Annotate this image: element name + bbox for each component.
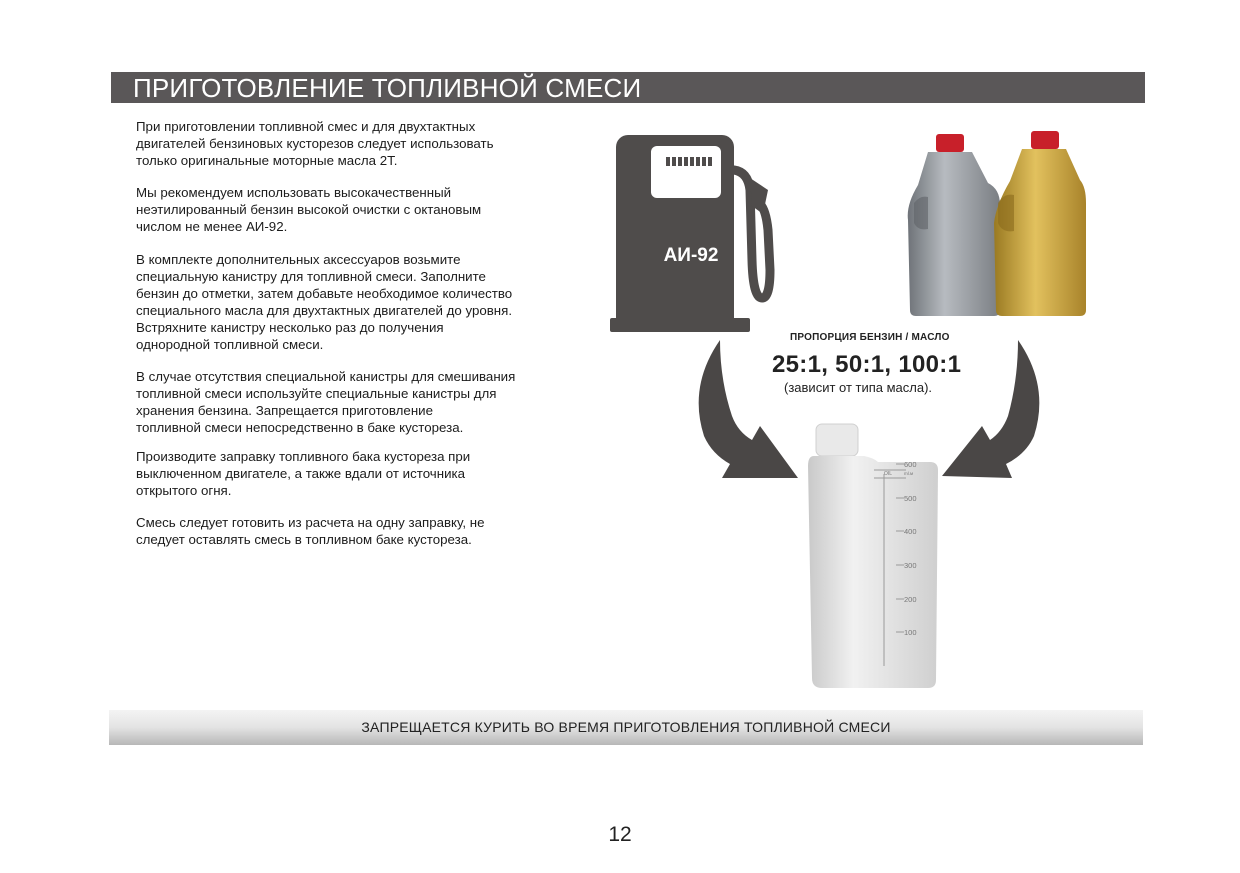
pump-label: АИ-92 bbox=[663, 245, 719, 266]
canister-mark-400: 400 bbox=[904, 527, 917, 536]
canister-mark-100: 100 bbox=[904, 628, 917, 637]
warning-bar bbox=[109, 710, 1143, 745]
paragraph-fuel-recommendation: Мы рекомендуем использовать высокачественный неэтилированный бензин высокой очистки с октановым числом не менее АИ-92. bbox=[136, 185, 482, 234]
canister-mark-600: 600 bbox=[904, 460, 917, 469]
canister-ml-label: ml.м bbox=[904, 471, 914, 476]
right-arrow-icon bbox=[940, 336, 1060, 486]
paragraph-oil-requirement: При приготовлении топливной смес и для двухтактных двигателей бензиновых кусторезов следует использовать только оригинальные моторные масла 2Т. bbox=[136, 119, 494, 168]
oil-bottles-image bbox=[900, 125, 1095, 325]
canister-mark-500: 500 bbox=[904, 494, 917, 503]
paragraph-mixing-procedure: В комплекте дополнительных аксессуаров возьмите специальную канистру для топливной смеси. Заполните бензин до отметки, затем добавьте необходимое количество специального масла для двухтактных двигателей до уровня. Встряхните канистру несколько раз до получения однородной топливной смеси. bbox=[136, 252, 513, 352]
proportion-note: (зависит от типа масла). bbox=[784, 380, 933, 395]
canister-oil-label: OIL bbox=[884, 471, 893, 477]
mixing-canister-image bbox=[800, 418, 940, 690]
page-number: 12 bbox=[608, 823, 632, 846]
paragraph-refuel-safety: Производите заправку топливного бака кустореза при выключенном двигателе, а также вдали от источника открытого огня. bbox=[136, 449, 471, 498]
left-arrow-icon bbox=[690, 336, 810, 486]
canister-mark-200: 200 bbox=[904, 595, 917, 604]
proportion-value: 25:1, 50:1, 100:1 bbox=[772, 351, 962, 378]
paragraph-one-refill: Смесь следует готовить из расчета на одну заправку, не следует оставлять смесь в топливном баке кустореза. bbox=[136, 515, 485, 547]
warning-text: ЗАПРЕЩАЕТСЯ КУРИТЬ ВО ВРЕМЯ ПРИГОТОВЛЕНИЯ ТОПЛИВНОЙ СМЕСИ bbox=[361, 719, 891, 735]
page-title: ПРИГОТОВЛЕНИЕ ТОПЛИВНОЙ СМЕСИ bbox=[133, 73, 642, 103]
fuel-pump-icon bbox=[610, 130, 780, 335]
canister-mark-300: 300 bbox=[904, 561, 917, 570]
title-bar bbox=[111, 72, 1145, 103]
proportion-label: ПРОПОРЦИЯ БЕНЗИН / МАСЛО bbox=[790, 332, 950, 343]
paragraph-no-special-canister: В случае отсутствия специальной канистры для смешивания топливной смеси используйте специальные канистры для хранения бензина. Запрещается приготовление топливной смеси непосредственно в баке кустореза. bbox=[136, 369, 516, 435]
